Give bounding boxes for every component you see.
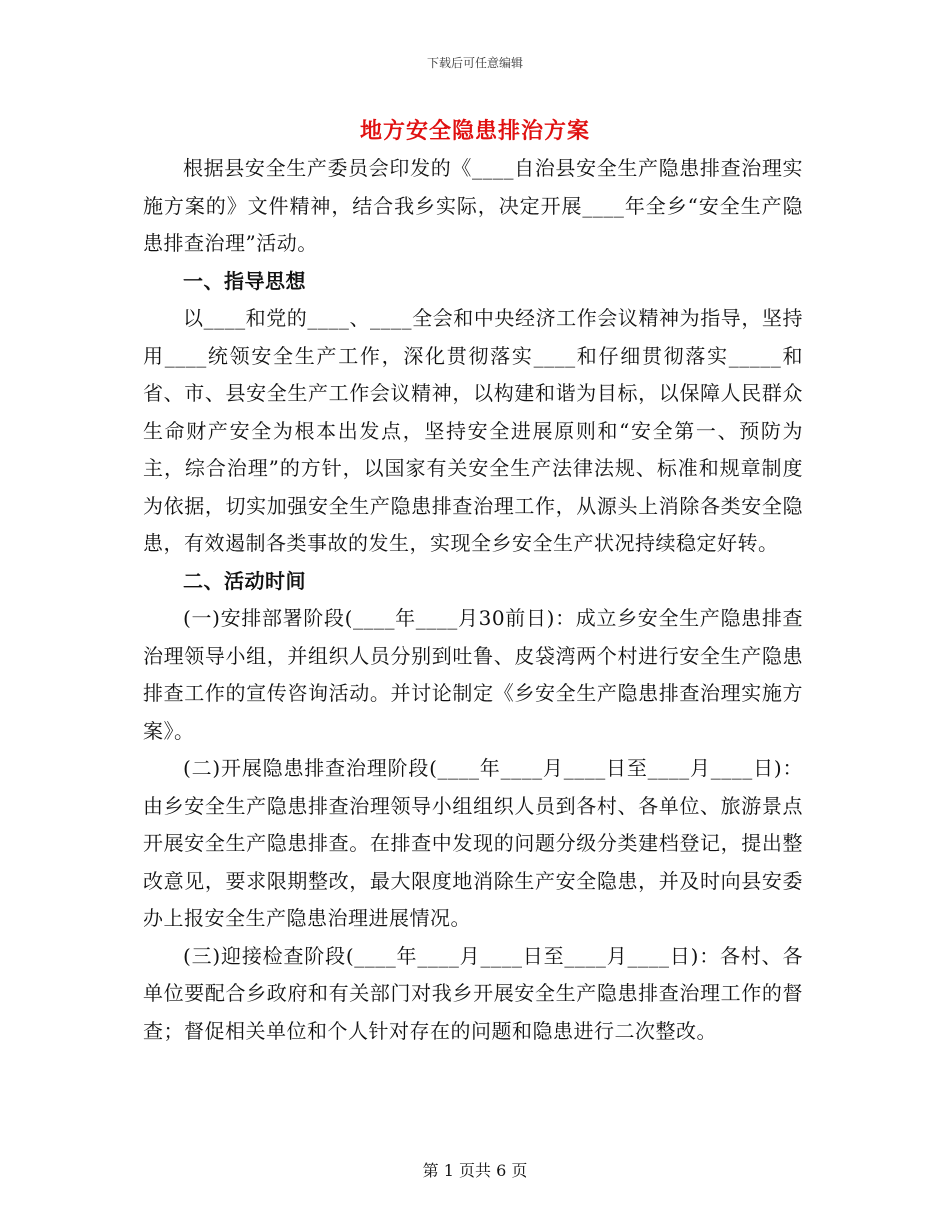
intro-paragraph: 根据县安全生产委员会印发的《____自治县安全生产隐患排查治理实施方案的》文件精神，结合我乡实际，决定开展____年全乡“安全生产隐患排查治理”活动。: [143, 156, 803, 255]
document-body: [143, 150, 803, 1050]
header-note: 下载后可任意编辑: [426, 56, 523, 70]
section-heading-activity-time: 二、活动时间: [183, 568, 306, 593]
stage-2-paragraph: (二)开展隐患排查治理阶段(____年____月____日至____月____日)：由乡安全生产隐患排查治理领导小组组织人员到各村、各单位、旅游景点开展安全生产隐患排查。在排查中发现的问题分级分类建档登记，提出整改意见，要求限期整改，最大限度地消除生产安全隐患，并及时向县安委办上报安全生产隐患治理进展情况。: [143, 756, 803, 930]
guiding-ideology-paragraph: 以____和党的____、____全会和中央经济工作会议精神为指导，坚持用____统领安全生产工作，深化贯彻落实____和仔细贯彻落实_____和省、市、县安全生产工作会议精神，以构建和谐为目标，以保障人民群众生命财产安全为根本出发点，坚持安全进展原则和“安全第一、预防为主，综合治理”的方针，以国家有关安全生产法律法规、标准和规章制度为依据，切实加强安全生产隐患排查治理工作，从源头上消除各类安全隐患，有效遏制各类事故的发生，实现全乡安全生产状况持续稳定好转。: [143, 306, 803, 555]
stage-3-paragraph: (三)迎接检查阶段(____年____月____日至____月____日)：各村、各单位要配合乡政府和有关部门对我乡开展安全生产隐患排查治理工作的督查；督促相关单位和个人针对存在的问题和隐患进行二次整改。: [143, 943, 803, 1043]
stage-1-paragraph: (一)安排部署阶段(____年____月30前日)：成立乡安全生产隐患排查治理领导小组，并组织人员分别到吐鲁、皮袋湾两个村进行安全生产隐患排查工作的宣传咨询活动。并讨论制定《乡安全生产隐患排查治理实施方案》。: [143, 606, 803, 743]
page-number-footer: 第 1 页共 6 页: [422, 1161, 528, 1180]
document-title: 地方安全隐患排治方案: [359, 118, 590, 144]
section-heading-guiding-ideology: 一、指导思想: [183, 268, 306, 293]
